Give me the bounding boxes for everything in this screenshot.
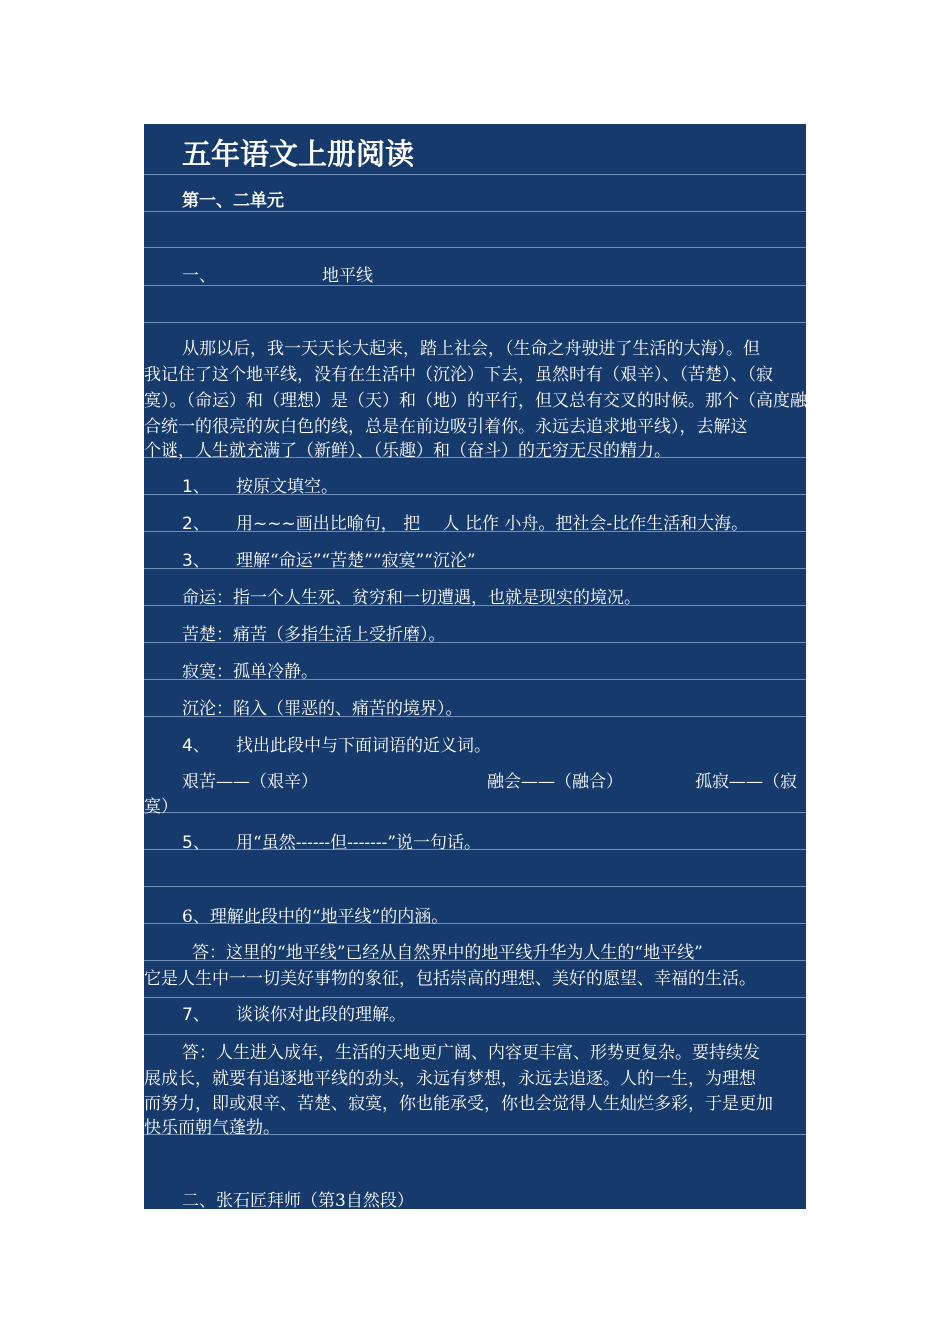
synonym-answer-cont: 寞）: [144, 797, 178, 817]
question-number: 7、: [182, 1005, 210, 1025]
synonym-answer: 融会——（融合）: [487, 772, 623, 792]
answer-line: 答：这里的“地平线”已经从自然界中的地平线升华为人生的“地平线”: [192, 943, 703, 963]
question-text: 找出此段中与下面词语的近义词。: [236, 736, 491, 756]
section-title: 地平线: [322, 266, 373, 286]
row-divider: [144, 850, 806, 887]
question-number: 4、: [182, 736, 210, 756]
question-number: 3、: [182, 551, 210, 571]
page-title: 五年语文上册阅读: [182, 137, 415, 171]
passage-line: 从那以后，我一天天长大起来，踏上社会，（生命之舟驶进了生活的大海）。但: [182, 339, 760, 359]
row-divider: [144, 286, 806, 323]
question-text: 理解“命运”“苦楚”“寂寞”“沉沦”: [236, 551, 476, 571]
definition-line: 苦楚：痛苦（多指生活上受折磨）。: [182, 625, 446, 645]
document-panel: [144, 124, 806, 1209]
question-text: 6、理解此段中的“地平线”的内涵。: [182, 907, 449, 927]
question-text: 谈谈你对此段的理解。: [236, 1005, 406, 1025]
definition-line: 命运：指一个人生死、贫穷和一切遭遇，也就是现实的境况。: [182, 588, 641, 608]
question-text: 用~~~画出比喻句， 把 人 比作 小舟。把社会-比作生活和大海。: [236, 514, 749, 534]
answer-line: 展成长，就要有追逐地平线的劲头，永远有梦想，永远去追逐。人的一生，为理想: [144, 1069, 756, 1089]
passage-line: 我记住了这个地平线，没有在生活中（沉沦）下去，虽然时有（艰辛）、（苦楚）、（寂: [144, 365, 773, 385]
synonym-answer: 孤寂——（寂: [695, 772, 797, 792]
passage-line: 个谜，人生就充满了（新鲜）、（乐趣）和（奋斗）的无穷无尽的精力。: [144, 441, 671, 461]
unit-heading: 第一、二单元: [182, 191, 284, 211]
question-text: 按原文填空。: [236, 477, 338, 497]
section-number: 一、: [182, 266, 216, 286]
row-divider: [144, 248, 806, 286]
answer-line: 答：人生进入成年，生活的天地更广阔、内容更丰富、形势更复杂。要持续发: [182, 1043, 760, 1063]
question-text: 用“虽然------但-------”说一句话。: [236, 833, 482, 853]
definition-line: 寂寞：孤单冷静。: [182, 662, 318, 682]
question-number: 1、: [182, 477, 210, 497]
question-number: 5、: [182, 833, 210, 853]
answer-line: 而努力，即或艰辛、苦楚、寂寞，你也能承受，你也会觉得人生灿烂多彩，于是更加: [144, 1094, 773, 1114]
synonym-answer: 艰苦——（艰辛）: [182, 772, 318, 792]
passage-line: 合统一的很亮的灰白色的线，总是在前边吸引着你。永远去追求地平线），去解这: [144, 417, 748, 437]
row-divider: [144, 212, 806, 248]
answer-line: 快乐而朝气蓬勃。: [144, 1118, 280, 1138]
definition-line: 沉沦：陷入（罪恶的、痛苦的境界）。: [182, 699, 463, 719]
question-number: 2、: [182, 514, 210, 534]
passage-line: 寞）。（命运）和（理想）是（天）和（地）的平行，但又总有交叉的时候。那个（高度融: [144, 391, 807, 411]
section-heading: 二、张石匠拜师（第3自然段）: [182, 1191, 414, 1211]
answer-line: 它是人生中一一切美好事物的象征，包括崇高的理想、美好的愿望、幸福的生活。: [144, 969, 756, 989]
